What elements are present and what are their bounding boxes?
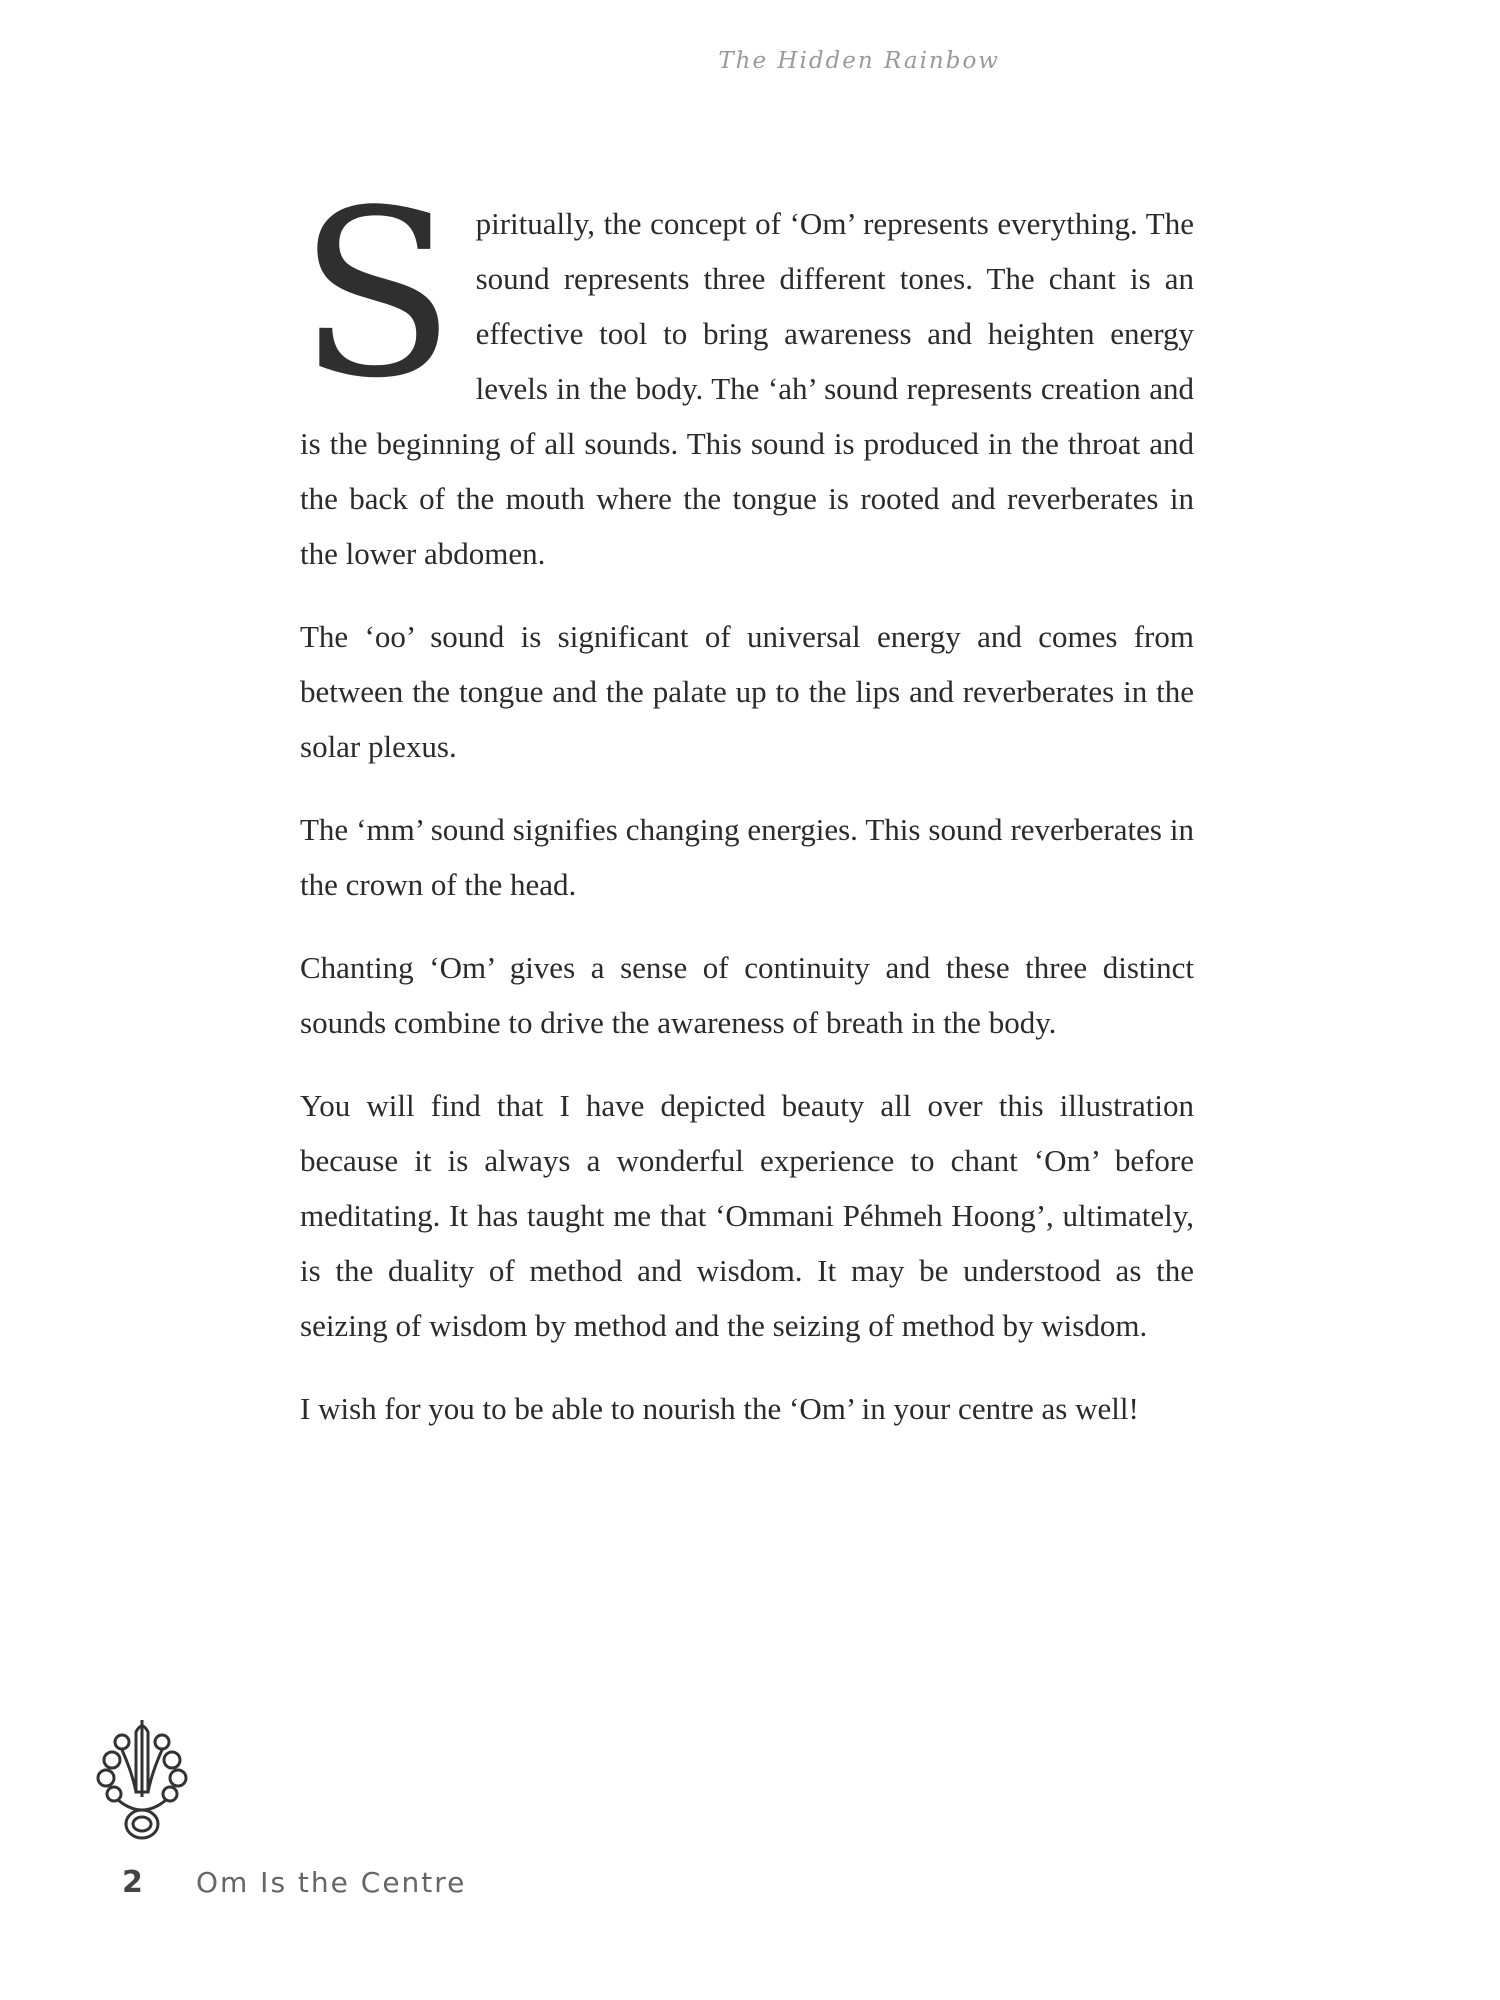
lotus-ornament-icon bbox=[92, 1712, 192, 1847]
paragraph-5: You will find that I have depicted beauty all over this illustration because it is always a wonderful experience to chant ‘Om’ before meditating. It has taught me that ‘Ommani Péhmeh Hoong’, ultimately, is the duality of method and wisdom. It may be understood as the seizing of wisdom by method and the seizing of method by wisdom. bbox=[300, 1088, 1194, 1343]
paragraph-3: The ‘mm’ sound signifies changing energies. This sound reverberates in the crown of the head. bbox=[300, 812, 1194, 902]
paragraph-4: Chanting ‘Om’ gives a sense of continuity and these three distinct sounds combine to drive the awareness of breath in the body. bbox=[300, 950, 1194, 1040]
drop-cap: S bbox=[298, 162, 456, 429]
paragraph-1-text: piritually, the concept of ‘Om’ represents everything. The sound represents three different tones. The chant is an effective tool to bring awareness and heighten energy levels in the body. The ‘ah’ sound represents creation and is the beginning of all sounds. This sound is produced in the throat and the back of the mouth where the tongue is rooted and reverberates in the lower abdomen. bbox=[300, 206, 1194, 571]
running-head: The Hidden Rainbow bbox=[718, 48, 1000, 74]
paragraph-1 bbox=[298, 162, 1194, 581]
page-footer bbox=[122, 1865, 466, 1900]
paragraph-2: The ‘oo’ sound is significant of universal energy and comes from between the tongue and the palate up to the lips and reverberates in the solar plexus. bbox=[300, 619, 1194, 764]
page-number: 2 bbox=[122, 1865, 143, 1900]
paragraph-6: I wish for you to be able to nourish the ‘Om’ in your centre as well! bbox=[300, 1391, 1139, 1426]
body-text bbox=[298, 162, 1194, 1464]
chapter-title: Om Is the Centre bbox=[195, 1866, 467, 1899]
